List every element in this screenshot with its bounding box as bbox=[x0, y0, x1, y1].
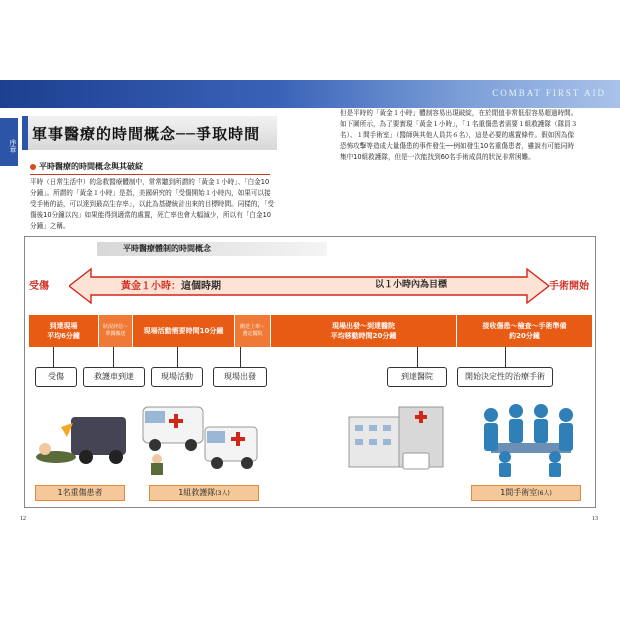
end-label: 手術開始 bbox=[549, 281, 589, 292]
subheading bbox=[30, 161, 270, 175]
timeline-diagram bbox=[24, 236, 596, 508]
bar-surgery-prep: 接收傷患～檢查～手術準備 約20分鐘 bbox=[457, 315, 593, 347]
bullet-icon bbox=[30, 164, 36, 170]
page-number-right: 13 bbox=[592, 516, 598, 522]
bar-onsite: 現場活動需要時間10分鐘 bbox=[133, 315, 235, 347]
brand-text: COMBAT FIRST AID bbox=[492, 88, 606, 98]
bar-transport: 現場出發～到達醫院 平均移動時間20分鐘 bbox=[271, 315, 457, 347]
page-title: 軍事醫療的時間概念──爭取時間 bbox=[32, 125, 261, 143]
left-paragraph: 平時（日常生活中）的急救醫療體制中，常常聽到所謂的「黃金１小時」、「白金10分鐘」。所謂的「黃金１小時」是指，美國研究的「受傷開始１小時內，如果可以接受手術的話，可以達到最高生存率」，以此為基礎統計出來的目標時間。同樣的，「受傷後10分鐘以內」如果能得到適當的處置，死亡率也會大幅減少，所以有「白金10分鐘」之稱。 bbox=[30, 178, 274, 230]
footer-operating-room: 1間手術室(6人) bbox=[471, 485, 581, 501]
tag-depart-scene: 現場出發 bbox=[213, 367, 267, 387]
bar-arrive-scene: 到達現場 平均6分鐘 bbox=[29, 315, 99, 347]
tag-definitive-surgery: 開始決定性的治療手術 bbox=[457, 367, 553, 387]
diagram-heading: 平時醫療體制的時間概念 bbox=[97, 242, 327, 256]
start-label: 受傷 bbox=[29, 281, 49, 292]
bar-assess: 狀況評估～ 單獨搬送 bbox=[99, 315, 133, 347]
bar-load: 搬送上車～ 選定醫院 bbox=[235, 315, 271, 347]
injured-soldier-illustration bbox=[31, 397, 131, 477]
page-number-left: 12 bbox=[20, 516, 26, 522]
target-label: 以１小時內為目標 bbox=[375, 280, 448, 290]
surgical-team-illustration bbox=[471, 397, 591, 477]
ambulance-crew-illustration bbox=[133, 397, 263, 477]
section-tab: 序章 bbox=[0, 118, 18, 166]
tag-onsite-activity: 現場活動 bbox=[151, 367, 203, 387]
right-paragraph: 但是平時的「黃金１小時」體制容易出現破綻，在於閒值非常低很容易超過時間。如下圖所示，為了要實現「黃金１小時」，「１名重傷患者需要１組救護隊（隊員３名）、１間手術室」（醫師與其他人員共６名），這是必要的處置條件。假如因為像恐怖攻擊等造成大量傷患的事件發生──例如發生10名重傷患者，雖說有可能同時集中10組救護隊，但是一次能找到60名手術成員的狀況非常困難。 bbox=[340, 109, 578, 161]
top-band bbox=[0, 80, 620, 108]
golden-hour-label: 黃金１小時：這個時期 bbox=[121, 281, 221, 292]
tag-injury: 受傷 bbox=[35, 367, 77, 387]
footer-patient: 1名重傷患者 bbox=[35, 485, 125, 501]
footer-rescue-team: 1組救護隊(3人) bbox=[149, 485, 259, 501]
tag-arrive-hospital: 到達醫院 bbox=[387, 367, 447, 387]
subheading-text: 平時醫療的時間概念與其破綻 bbox=[39, 162, 143, 171]
hospital-illustration bbox=[343, 397, 449, 477]
tag-ambulance-arrival: 救護車到達 bbox=[83, 367, 145, 387]
